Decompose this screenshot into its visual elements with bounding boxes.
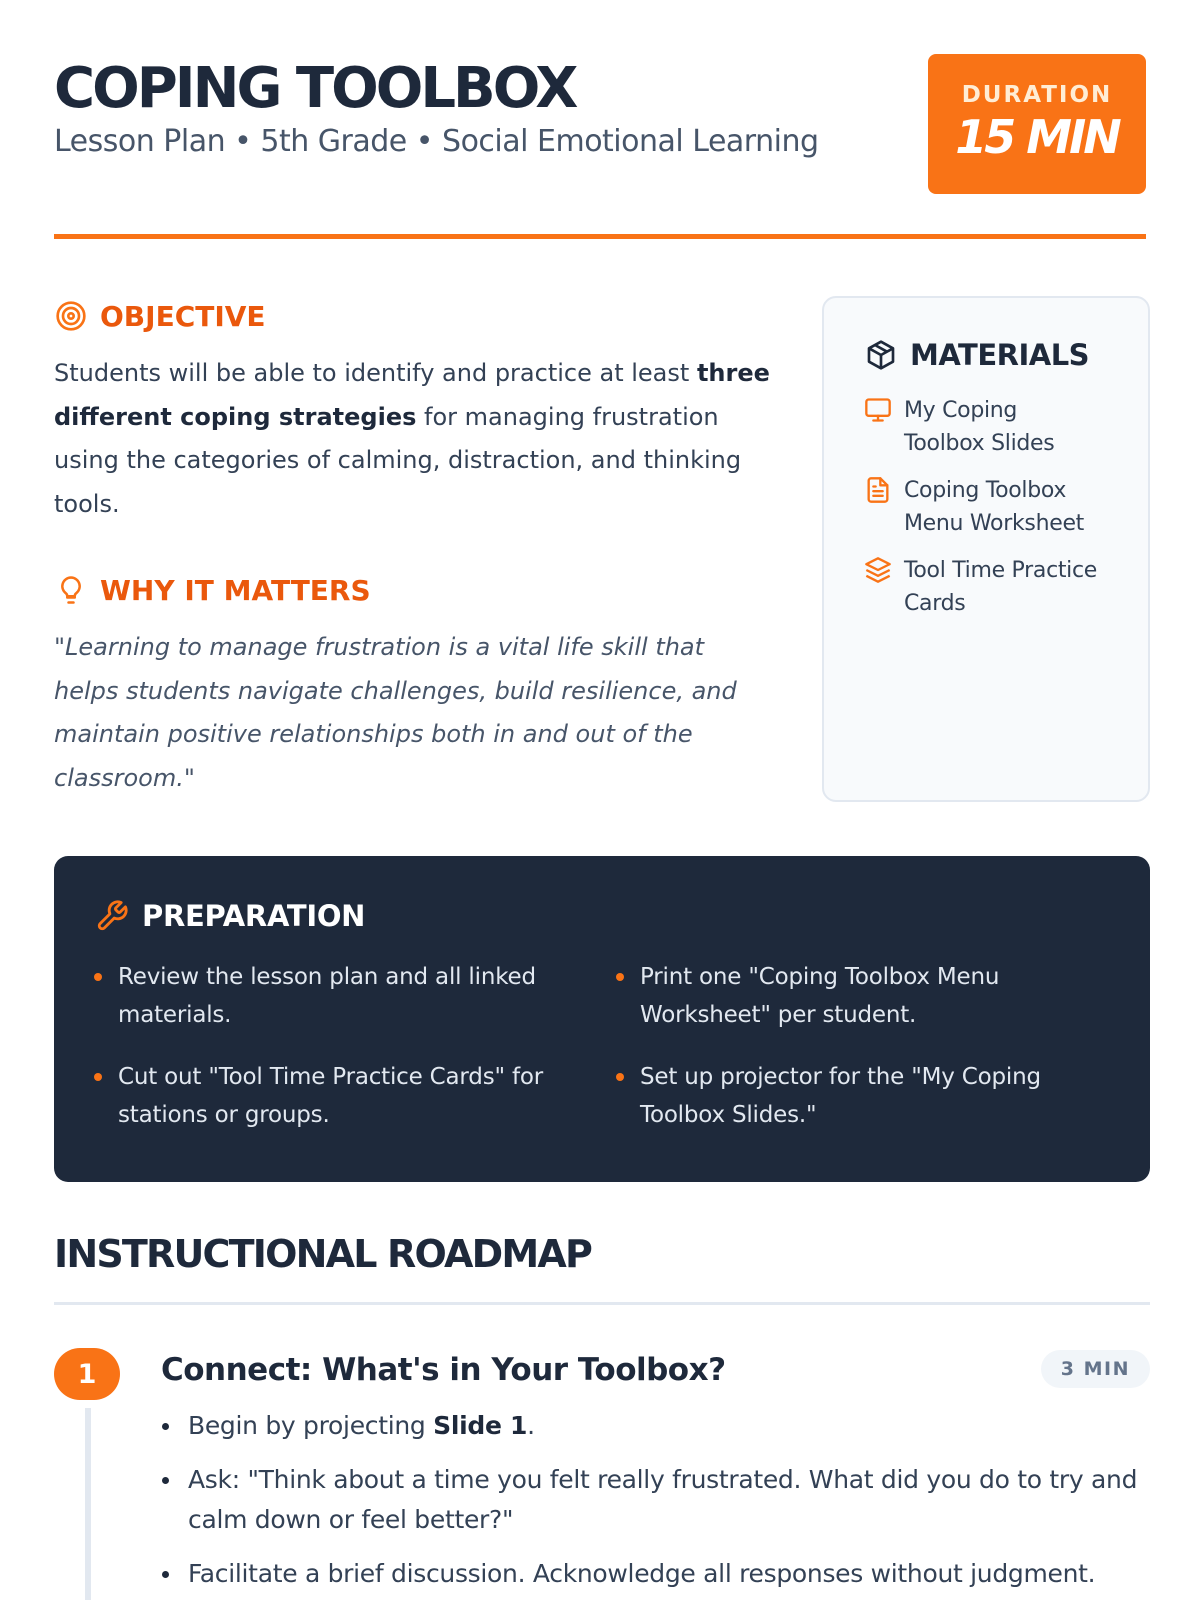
header-divider: [54, 234, 1146, 239]
objective-text: [54, 352, 774, 526]
step-instruction: Facilitate a brief discussion. Acknowledge all responses without judgment.: [188, 1554, 1148, 1594]
target-icon: [54, 299, 88, 333]
objective-section: [54, 296, 774, 800]
step-instruction: [188, 1406, 1148, 1446]
step-number-badge: 1: [54, 1348, 120, 1400]
prep-item: [616, 958, 1106, 1034]
header: [54, 0, 1146, 242]
prep-item-text: Print one "Coping Toolbox Menu Worksheet" per student.: [640, 964, 1000, 1028]
prep-item-text: Review the lesson plan and all linked materials.: [118, 964, 536, 1028]
bullet-dot: [616, 1073, 624, 1081]
material-item-slides[interactable]: [864, 394, 1108, 460]
lightbulb-icon: [54, 573, 88, 607]
page-title: COPING TOOLBOX: [54, 56, 576, 121]
roadmap-divider: [54, 1302, 1150, 1305]
why-heading: [54, 570, 774, 610]
materials-heading-label: MATERIALS: [910, 338, 1090, 372]
prep-item: [616, 1058, 1106, 1134]
bullet-dot: [94, 1073, 102, 1081]
instruction-emphasis: Slide 1: [433, 1411, 528, 1440]
objective-heading-label: OBJECTIVE: [100, 299, 266, 333]
material-label: Coping Toolbox Menu Worksheet: [904, 478, 1085, 536]
box-icon: [864, 338, 898, 372]
step-time-badge: 3 MIN: [1041, 1350, 1150, 1388]
preparation-list: [94, 958, 1110, 1134]
prep-item: [94, 1058, 616, 1134]
preparation-panel: [54, 856, 1150, 1182]
materials-heading: [864, 338, 1108, 372]
material-label: Tool Time Practice Cards: [904, 558, 1098, 616]
materials-list: [864, 394, 1108, 620]
page-subtitle: Lesson Plan • 5th Grade • Social Emotional Learning: [54, 124, 819, 159]
step-instructions: [188, 1406, 1148, 1600]
monitor-icon: [864, 396, 894, 426]
why-heading-label: WHY IT MATTERS: [100, 573, 371, 607]
instruction-text: Begin by projecting: [188, 1411, 434, 1440]
preparation-heading: [94, 898, 1110, 934]
wrench-icon: [94, 898, 130, 934]
objective-text-emphasis: three different coping strategies: [54, 359, 770, 431]
duration-value: 15 MIN: [955, 110, 1119, 164]
roadmap-step: [54, 1348, 1150, 1600]
timeline-line: [85, 1408, 91, 1600]
prep-item-text: Set up projector for the "My Coping Toolbox Slides.": [640, 1064, 1041, 1128]
step-instruction: Ask: "Think about a time you felt really frustrated. What did you do to try and calm down or feel better?": [188, 1460, 1148, 1540]
layers-icon: [864, 556, 894, 586]
document-icon: [864, 476, 894, 506]
roadmap-heading: INSTRUCTIONAL ROADMAP: [54, 1232, 592, 1276]
material-item-worksheet[interactable]: [864, 474, 1108, 540]
material-label: My Coping Toolbox Slides: [904, 398, 1055, 456]
prep-item: [94, 958, 616, 1034]
duration-label: DURATION: [961, 82, 1113, 108]
step-title: Connect: What's in Your Toolbox?: [161, 1352, 726, 1388]
materials-panel: [822, 296, 1150, 802]
objective-heading: [54, 296, 774, 336]
objective-text-start: Students will be able to identify and practice at least: [54, 359, 697, 387]
prep-item-text: Cut out "Tool Time Practice Cards" for stations or groups.: [118, 1064, 543, 1128]
bullet-dot: [94, 973, 102, 981]
duration-badge: [928, 54, 1146, 194]
material-item-cards[interactable]: [864, 554, 1108, 620]
objective-text-end: for managing frustration using the categories of calming, distraction, and thinking tools.: [54, 402, 742, 518]
why-quote: "Learning to manage frustration is a vital life skill that helps students navigate challenges, build resilience, and maintain positive relationships both in and out of the classroom.": [54, 633, 737, 792]
instruction-text: .: [527, 1411, 535, 1440]
preparation-heading-label: PREPARATION: [142, 899, 366, 933]
bullet-dot: [616, 973, 624, 981]
